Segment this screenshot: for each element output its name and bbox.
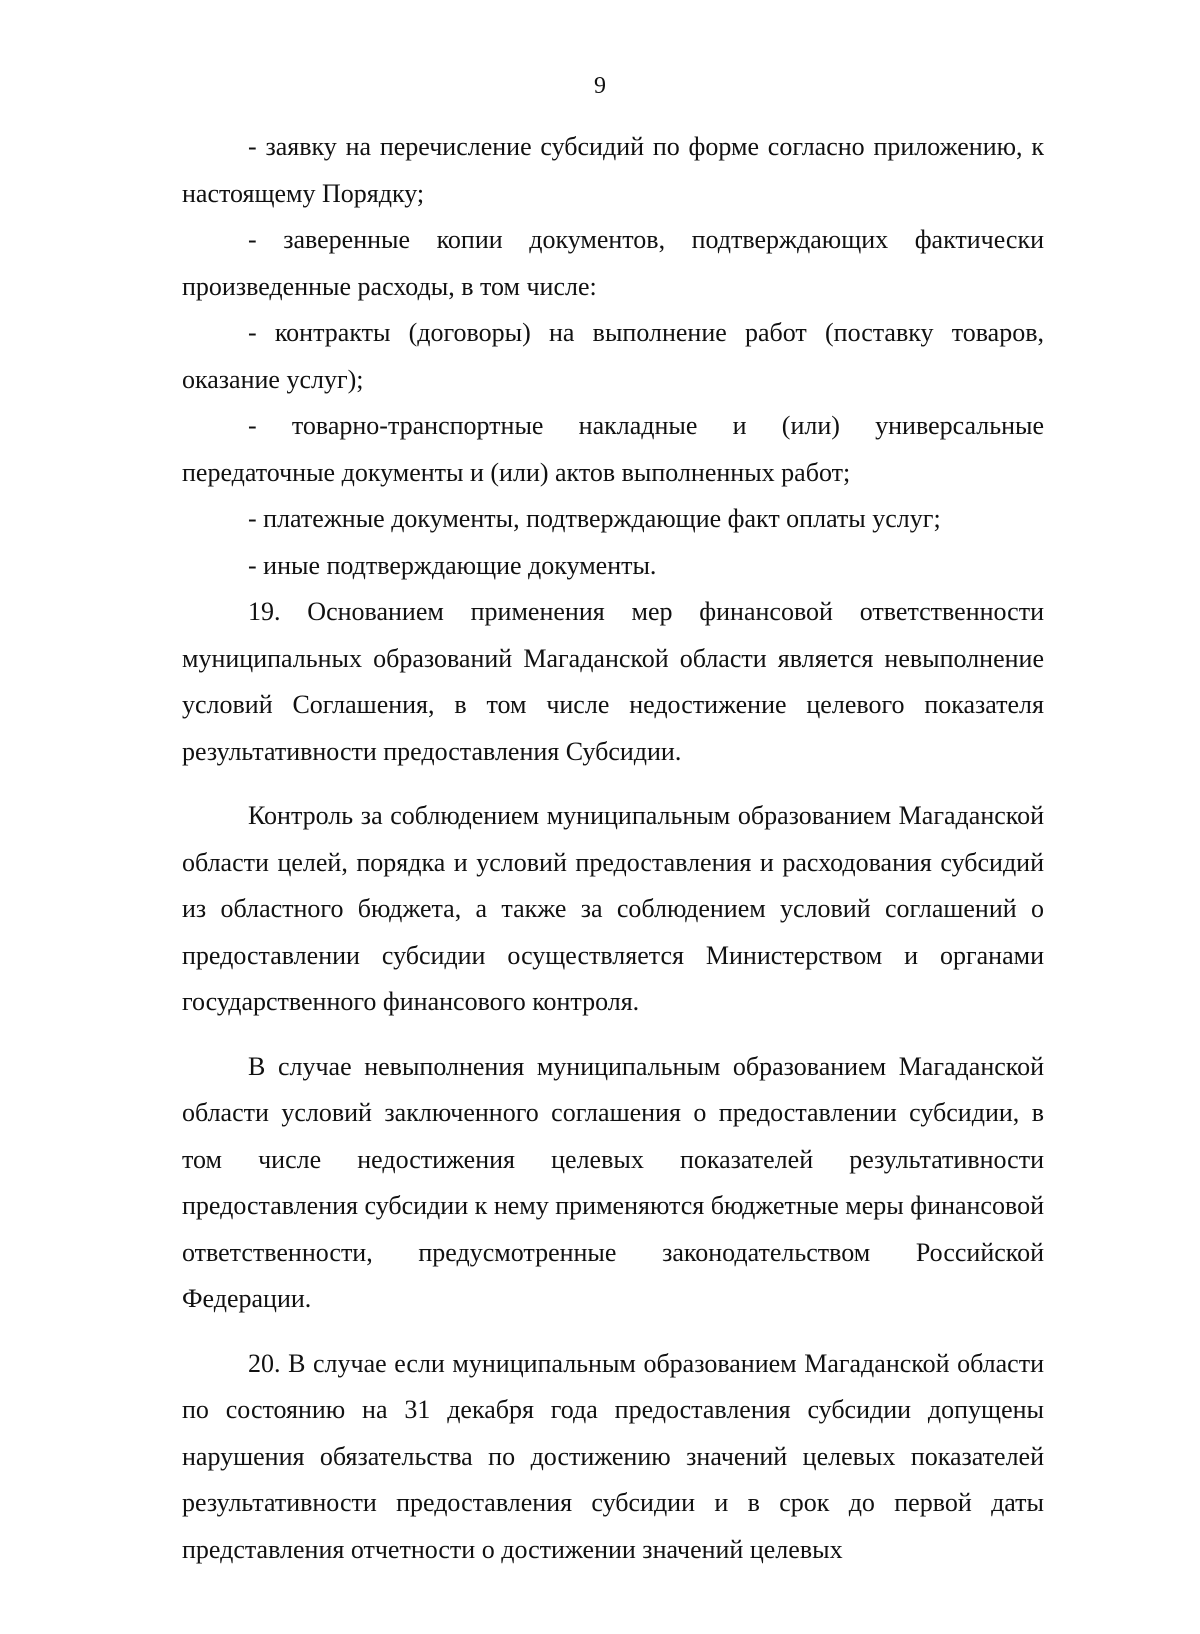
- paragraph-application-request: - заявку на перечисление субсидий по форме согласно приложению, к настоящему Порядку;: [182, 132, 1044, 208]
- paragraph-other-documents: - иные подтверждающие документы.: [248, 550, 657, 580]
- paragraph-item-20: 20. В случае если муниципальным образованием Магаданской области по состоянию на 31 декабря года предоставления субсидии допущены нарушения обязательства по достижению значений целевых показателей результативности предоставления субсидии и в срок до первой даты представления отчетности о достижении значений целевых: [182, 1348, 1044, 1564]
- paragraph-contracts: - контракты (договоры) на выполнение работ (поставку товаров, оказание услуг);: [182, 318, 1044, 394]
- paragraph-item-19: 19. Основанием применения мер финансовой ответственности муниципальных образований Магаданской области является невыполнение условий Соглашения, в том числе недостижение целевого показателя результативности предоставления Субсидии.: [182, 597, 1044, 766]
- document-body: [182, 124, 1044, 1573]
- paragraph-non-fulfillment: В случае невыполнения муниципальным образованием Магаданской области условий заключенного соглашения о предоставлении субсидии, в том числе недостижения целевых показателей результативности предоставления субсидии к нему применяются бюджетные меры финансовой ответственности, предусмотренные законодательством Российской Федерации.: [182, 1051, 1044, 1313]
- paragraph-waybills: - товарно-транспортные накладные и (или) универсальные передаточные документы и (или) актов выполненных работ;: [182, 411, 1044, 487]
- page-number: 9: [594, 73, 606, 99]
- paragraph-payment-documents: - платежные документы, подтверждающие факт оплаты услуг;: [248, 504, 941, 533]
- paragraph-control: Контроль за соблюдением муниципальным образованием Магаданской области целей, порядка и условий предоставления и расходования субсидий из областного бюджета, а также за соблюдением условий соглашений о предоставлении субсидии осуществляется Министерством и органами государственного финансового контроля.: [182, 801, 1044, 1016]
- paragraph-certified-copies: - заверенные копии документов, подтверждающих фактически произведенные расходы, в том числе:: [182, 225, 1044, 301]
